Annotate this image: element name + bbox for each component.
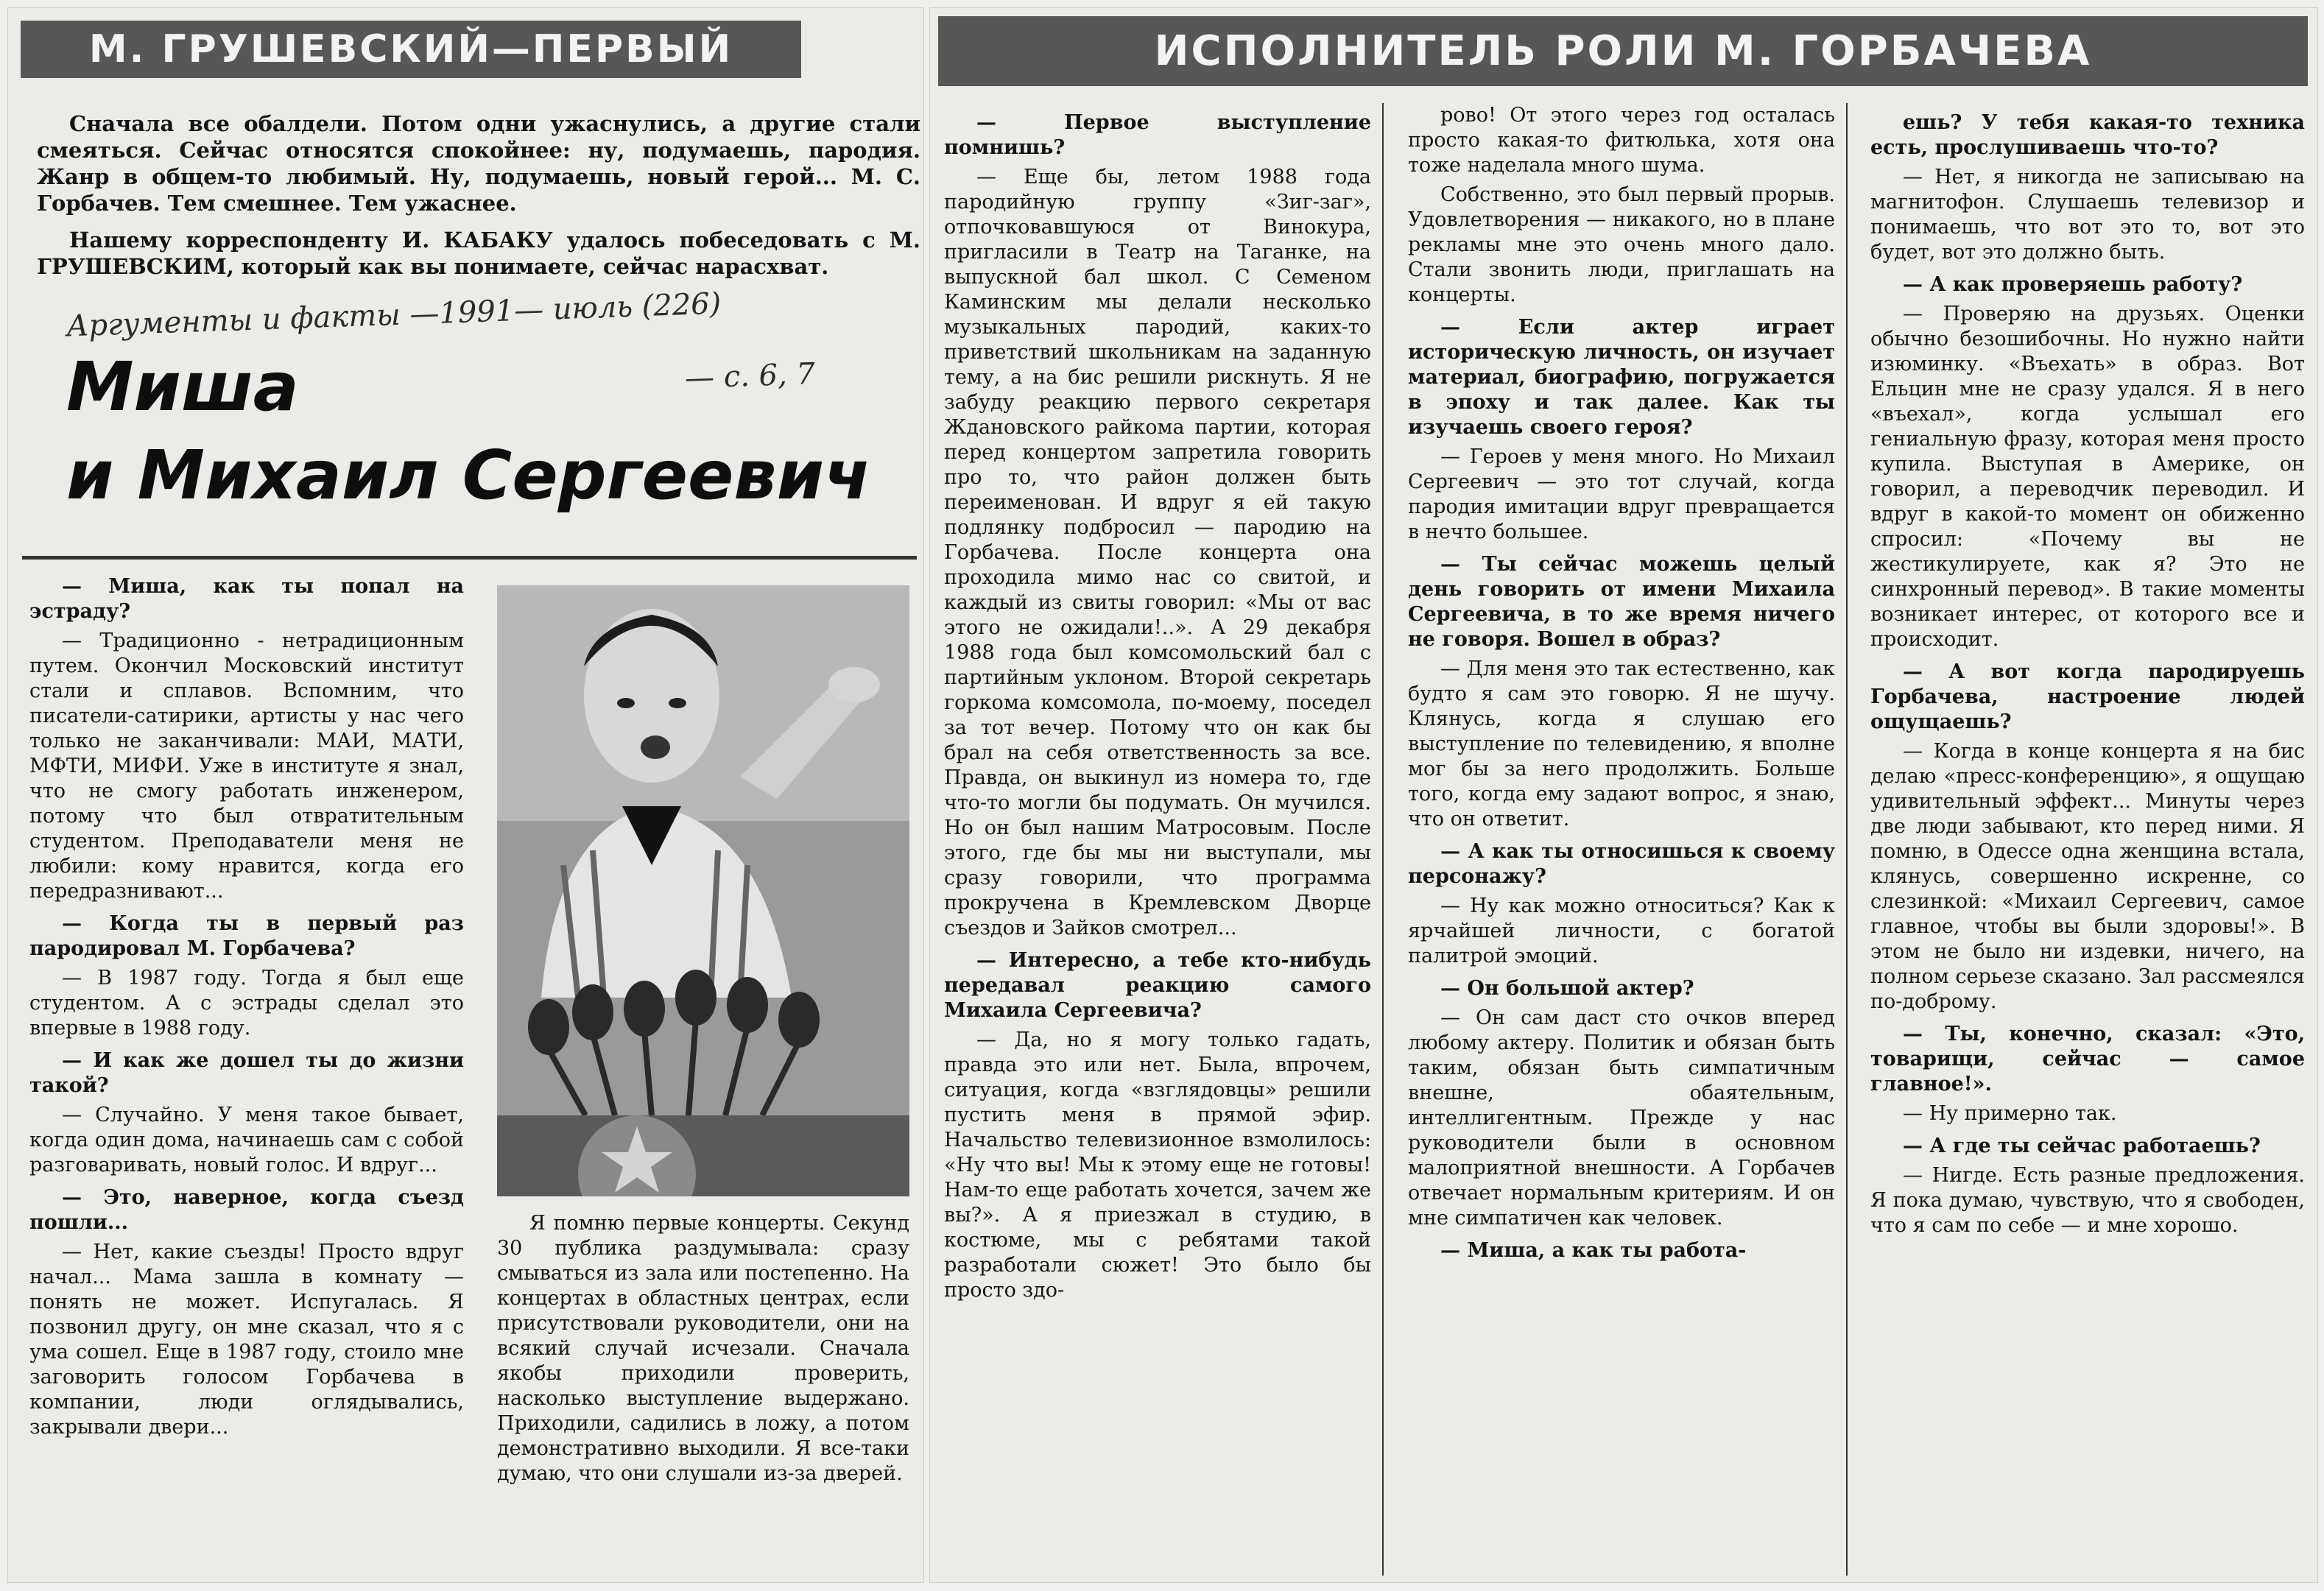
answer-paragraph: — Когда в конце концерта я на бис делаю «пресс-конференцию», я ощущаю удивительный эффект... Минуты через две люди забывают, кто перед ними. Я помню, в Одессе одна женщина встала, клянусь, совершенно искренне, со слезинкой: «Михаил Сергеевич, самое главное, чтобы вы были здоровы!». В этом не было ни издевки, ничего, на полном серьезе сказано. Зал рассмеялся по-доброму.	[1870, 740, 2305, 1013]
answer-paragraph: — Проверяю на друзьях. Оценки обычно безошибочны. Но нужно найти изюминку. «Въехать» в образ. Вот Ельцин мне не сразу удался. Я в него «въехал», когда услышал его гениальную фразу, которая меня просто купила. Выступая в Америке, он говорил, а переводчик переводил. И вдруг в какой-то момент он обиженно спросил: «Почему вы не жестикулируете, как я? Это не синхронный перевод». В такие моменты возникает интерес, от которого все и происходит.	[1870, 303, 2305, 651]
question-paragraph: — Он большой актер?	[1440, 977, 1694, 1000]
answer-paragraph: — Да, но я могу только гадать, правда это или нет. Была, впрочем, ситуация, когда «взглядовцы» решили пустить меня в прямой эфир. Начальство телевизионное взмолилось: «Ну что вы! Мы к этому еще не готовы! Нам-то еще работать хочется, зачем же вы?». А я приезжал в студию, в костюме, мы с ребятами такой разработали сюжет! Это было бы просто здо-	[944, 1029, 1371, 1302]
handwritten-page-note: — с. 6, 7	[684, 356, 816, 396]
question-paragraph: — Интересно, а тебе кто-нибудь передавал реакцию самого Михаила Сергеевича?	[944, 949, 1371, 1022]
left-banner: М. ГРУШЕВСКИЙ—ПЕРВЫЙ	[21, 21, 801, 78]
answer-paragraph: — Ну как можно относиться? Как к ярчайшей личности, с богатой палитрой эмоций.	[1408, 895, 1835, 967]
question-paragraph: — Это, наверное, когда съезд пошли...	[29, 1186, 464, 1234]
answer-paragraph: рово! От этого через год осталась просто какая-то фитюлька, хотя она тоже наделала много шума.	[1408, 104, 1835, 177]
left-clipping	[7, 7, 924, 1583]
question-paragraph: — А где ты сейчас работаешь?	[1903, 1135, 2261, 1157]
question-paragraph: — Ты, конечно, сказал: «Это, товарищи, сейчас — самое главное!».	[1870, 1023, 2305, 1096]
answer-paragraph: — В 1987 году. Тогда я был еще студентом. А с эстрады сделал это впервые в 1988 году.	[29, 967, 464, 1040]
question-paragraph: — Когда ты в первый раз пародировал М. Горбачева?	[29, 912, 464, 960]
portrait-photo	[497, 585, 909, 1196]
left-column-2	[497, 1211, 909, 1576]
answer-paragraph: Собственно, это был первый прорыв. Удовлетворения — никакого, но в плане рекламы мне это очень много дало. Стали звонить люди, приглашать на концерты.	[1408, 183, 1835, 306]
question-paragraph: — Если актер играет историческую личность, он изучает материал, биографию, погружается в эпоху и так далее. Как ты изучаешь своего героя?	[1408, 316, 1835, 439]
question-paragraph: — А вот когда пародируешь Горбачева, настроение людей ощущаешь?	[1870, 660, 2305, 733]
answer-paragraph: — Нет, какие съезды! Просто вдруг начал... Мама зашла в комнату — понять не может. Испугалась. Я позвонил другу, он мне сказал, что я с ума сошел. Еще в 1987 году, стоило мне заговорить голосом Горбачева в компании, люди оглядывались, закрывали двери...	[29, 1241, 464, 1439]
answer-paragraph: — Случайно. У меня такое бывает, когда один дома, начинаешь сам с собой разговаривать, новый голос. И вдруг...	[29, 1104, 464, 1177]
answer-paragraph: — Он сам даст сто очков вперед любому актеру. Политик и обязан быть таким, обязан быть симпатичным внешне, обаятельным, интеллигентным. Прежде у нас руководители были в основном малоприятной внешности. А Горбачев отвечает нормальным критериям. И он мне симпатичен как человек.	[1408, 1006, 1835, 1230]
answer-paragraph: — Нет, я никогда не записываю на магнитофон. Слушаешь телевизор и понимаешь, что вот это то, вот это будет, вот это должно быть.	[1870, 166, 2305, 264]
right-column-2	[1408, 103, 1835, 1576]
lead-paragraph-2: Нашему корреспонденту И. КАБАКУ удалось побеседовать с М. ГРУШЕВСКИМ, который как вы понимаете, сейчас нарасхват.	[37, 227, 920, 279]
handwritten-source-note: Аргументы и факты —1991— июль (226)	[66, 286, 722, 344]
lead-paragraph-1: Сначала все обалдели. Потом одни ужаснулись, а другие стали смеяться. Сейчас относятся спокойнее: ну, подумаешь, пародия. Жанр в общем-то любимый. Ну, подумаешь, новый герой... М. С. Горбачев. Тем смешнее. Тем ужаснее.	[37, 111, 920, 216]
headline-line-1: Миша	[66, 348, 299, 426]
question-paragraph: ешь? У тебя какая-то техника есть, прослушиваешь что-то?	[1870, 111, 2305, 159]
answer-paragraph: — Героев у меня много. Но Михаил Сергеевич — это тот случай, когда пародия имитации вдруг превращается в нечто большее.	[1408, 445, 1835, 543]
headline-line-2: и Михаил Сергеевич	[66, 436, 871, 515]
answer-paragraph: — Нигде. Есть разные предложения. Я пока думаю, чувствую, что я свободен, что я сам по себе — и мне хорошо.	[1870, 1164, 2305, 1237]
performer-with-microphones-illustration	[497, 585, 909, 1196]
divider	[22, 556, 917, 560]
answer-paragraph: — Ну примерно так.	[1903, 1102, 2117, 1125]
right-banner: ИСПОЛНИТЕЛЬ РОЛИ М. ГОРБАЧЕВА	[938, 16, 2308, 86]
question-paragraph: — Миша, а как ты работа-	[1440, 1239, 1747, 1262]
lead-text	[37, 110, 920, 290]
answer-paragraph: — Еще бы, летом 1988 года пародийную группу «Зиг-заг», отпочковавшуюся от Винокура, пригласили в Театр на Таганке, на выпускной бал школ. С Семеном Каминским мы делали несколько музыкальных пародий, каких-то приветствий школьникам на заданную тему, а на бис решили рискнуть. Я не забуду реакцию первого секретаря Ждановского райкома партии, которая перед концертом запретила говорить про то, что район должен быть переименован. И вдруг я ей такую подлянку подбросил — пародию на Горбачева. После концерта она проходила мимо нас со свитой, и каждый из свиты говорил: «Мы от вас этого не ожидали!..». А 29 декабря 1988 года был комсомольский бал с партийным уклоном. Второй секретарь горкома комсомола, по-моему, поседел за тот вечер. Потому что он как бы брал на себя ответственность за все. Правда, он выкинул из номера то, где что-то могли бы подумать. Он мучился. Но он был нашим Матросовым. После этого, где бы мы ни выступали, мы сразу говорили, что программа прокручена в Кремлевском Дворце съездов и Зайков смотрел...	[944, 166, 1371, 939]
right-column-3	[1870, 103, 2305, 1576]
question-paragraph: — Ты сейчас можешь целый день говорить от имени Михаила Сергеевича, в то же время ничего не говоря. Вошел в образ?	[1408, 553, 1835, 651]
question-paragraph: — А как ты относишься к своему персонажу?	[1408, 840, 1835, 888]
question-paragraph: — А как проверяешь работу?	[1903, 273, 2243, 296]
right-column-1	[944, 103, 1371, 1576]
question-paragraph: — Первое выступление помнишь?	[944, 111, 1371, 159]
answer-paragraph: — Для меня это так естественно, как будто я сам это говорю. Я не шучу. Клянусь, когда я слушаю его выступление по телевидению, я вполне мог бы за него продолжить. Больше того, когда ему задают вопрос, я знаю, что он ответит.	[1408, 657, 1835, 830]
right-clipping	[929, 7, 2318, 1583]
question-paragraph: — Миша, как ты попал на эстраду?	[29, 575, 464, 623]
question-paragraph: — И как же дошел ты до жизни такой?	[29, 1049, 464, 1097]
column-rule-2	[1846, 103, 1848, 1576]
column-rule-1	[1382, 103, 1384, 1576]
answer-paragraph: — Традиционно - нетрадиционным путем. Окончил Московский институт стали и сплавов. Вспомним, что писатели-сатирики, артисты у нас чего только не заканчивали: МАИ, МАТИ, МФТИ, МИФИ. Уже в институте я знал, что не смогу работать инженером, потому что был отвратительным студентом. Преподаватели меня не любили: кому нравится, когда его передразнивают...	[29, 629, 464, 903]
answer-paragraph: Я помню первые концерты. Секунд 30 публика раздумывала: сразу смываться из зала или постепенно. На концертах в областных центрах, если присутствовали руководители, они на всякий случай исчезали. Сначала якобы приходили проверить, насколько выступление выдержано. Приходили, садились в ложу, а потом демонстративно выходили. Я все-таки думаю, что они слушали из-за дверей.	[497, 1212, 909, 1485]
left-column-1	[29, 567, 464, 1576]
